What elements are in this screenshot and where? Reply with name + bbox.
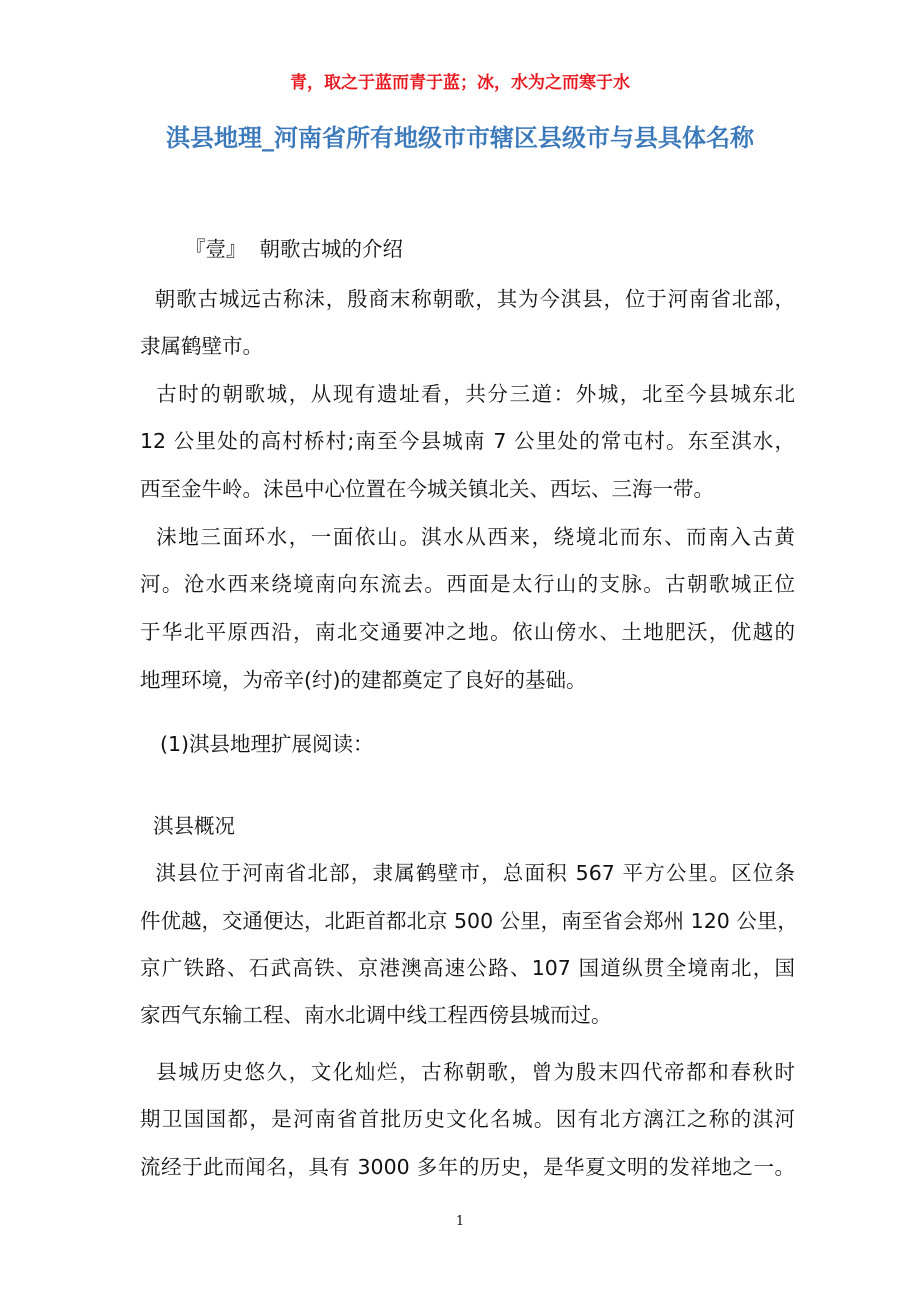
document-title: 淇县地理_河南省所有地级市市辖区县级市与县具体名称 [166,124,754,152]
motto-header: 青，取之于蓝而青于蓝；冰，水为之而寒于水 [290,73,630,93]
extended-reading-heading: (1)淇县地理扩展阅读： [160,732,374,756]
paragraph-line: 淇县位于河南省北部，隶属鹤壁市，总面积 567 平方公里。区位条 [140,861,795,885]
paragraph-line: 西至金牛岭。沬邑中心位置在今城关镇北关、西坛、三海一带。 [140,477,714,501]
paragraph-line: 地理环境，为帝辛(纣)的建都奠定了良好的基础。 [140,668,587,692]
paragraph-line: 朝歌古城远古称沬，殷商末称朝歌，其为今淇县，位于河南省北部， [140,287,795,311]
paragraph-line: 家西气东输工程、南水北调中线工程西傍县城而过。 [140,1003,612,1027]
paragraph-line: 河。沧水西来绕境南向东流去。西面是太行山的支脉。古朝歌城正位 [140,572,795,596]
paragraph-line: 县城历史悠久，文化灿烂，古称朝歌，曾为殷末四代帝都和春秋时 [140,1060,795,1084]
paragraph-line: 京广铁路、石武高铁、京港澳高速公路、107 国道纵贯全境南北，国 [140,956,795,980]
section-heading: 『壹』 朝歌古城的介绍 [185,237,404,261]
page-number: 1 [455,1214,465,1229]
paragraph-line: 期卫国国都，是河南省首批历史文化名城。因有北方漓江之称的淇河 [140,1107,795,1131]
paragraph-line: 沬地三面环水，一面依山。淇水从西来，绕境北而东、而南入古黄 [140,525,795,549]
paragraph-line: 12 公里处的高村桥村;南至今县城南 7 公里处的常屯村。东至淇水， [140,429,795,453]
paragraph-line: 流经于此而闻名，具有 3000 多年的历史，是华夏文明的发祥地之一。 [140,1155,795,1179]
paragraph-line: 件优越，交通便达，北距首都北京 500 公里，南至省会郑州 120 公里， [140,909,798,933]
paragraph-line: 古时的朝歌城，从现有遗址看，共分三道：外城，北至今县城东北 [140,382,795,406]
paragraph-line: 于华北平原西沿，南北交通要冲之地。依山傍水、土地肥沃，优越的 [140,620,795,644]
subheading: 淇县概况 [140,814,236,838]
paragraph-line: 隶属鹤壁市。 [140,334,263,358]
